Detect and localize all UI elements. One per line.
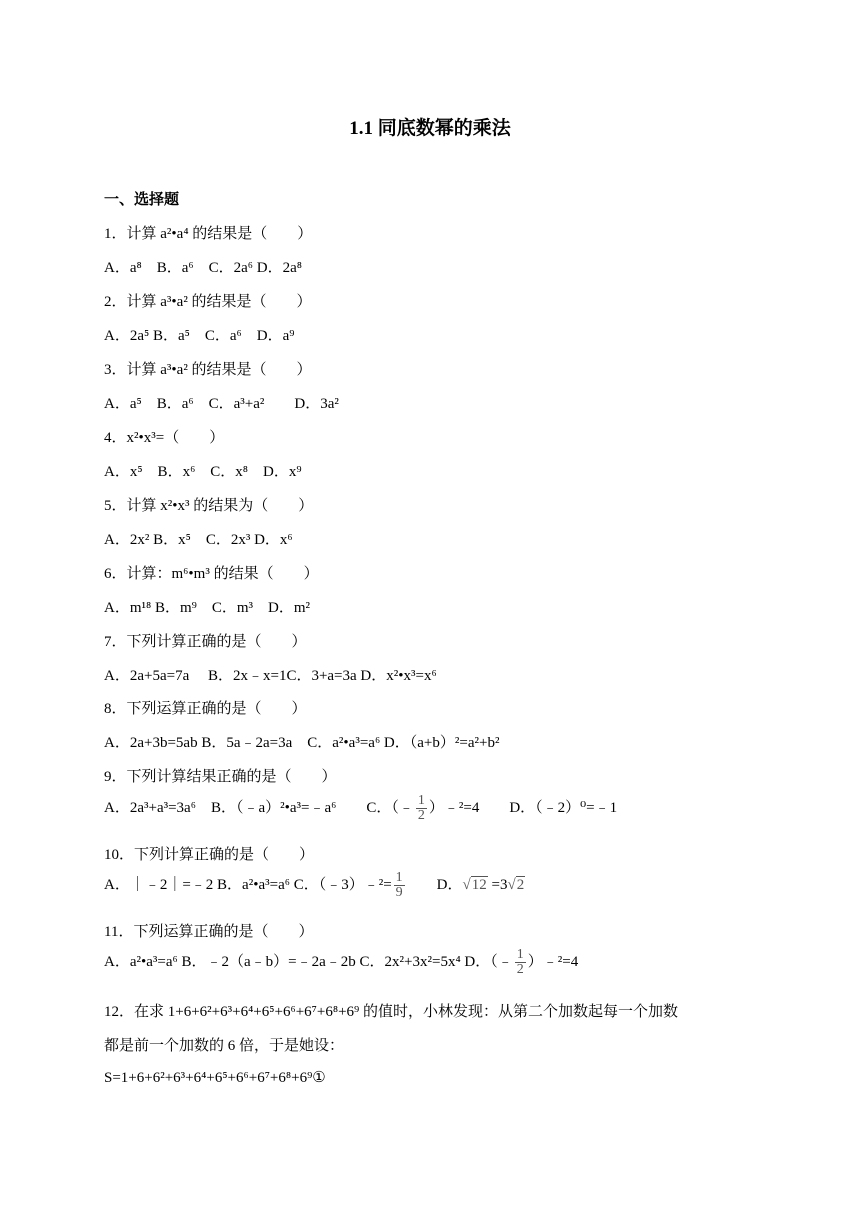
question-1: 1．计算 a²•a⁴ 的结果是（ ） xyxy=(104,226,313,242)
options-11 xyxy=(104,948,578,977)
options-10-text-a: A．｜﹣2｜=﹣2 B．a²•a³=a⁶ C．（﹣3）﹣²= xyxy=(104,876,392,893)
fraction-numerator: 1 xyxy=(395,870,403,885)
options-7: A．2a+5a=7a B．2x﹣x=1C．3+a=3a D．x²•x³=x⁶ xyxy=(104,668,437,684)
fraction-numerator: 1 xyxy=(417,793,425,808)
question-12-line-1: 12．在求 1+6+6²+6³+6⁴+6⁵+6⁶+6⁷+6⁸+6⁹ 的值时，小林发现：从第二个加数起每一个加数 xyxy=(104,1004,679,1020)
question-12-line-3: S=1+6+6²+6³+6⁴+6⁵+6⁶+6⁷+6⁸+6⁹① xyxy=(104,1070,326,1086)
question-5: 5．计算 x²•x³ 的结果为（ ） xyxy=(104,498,314,514)
question-8: 8．下列运算正确的是（ ） xyxy=(104,701,307,717)
options-2: A．2a⁵ B．a⁵ C．a⁶ D．a⁹ xyxy=(104,328,295,344)
radicand-12: 12 xyxy=(471,876,487,893)
options-8: A．2a+3b=5ab B．5a﹣2a=3a C．a²•a³=a⁶ D．（a+b）²=a²+b² xyxy=(104,735,500,751)
fraction-denominator: 9 xyxy=(395,885,403,900)
question-9: 9．下列计算结果正确的是（ ） xyxy=(104,769,337,785)
options-11-text-b: ）﹣²=4 xyxy=(527,953,579,970)
sqrt-12: √12 xyxy=(462,876,487,893)
options-4: A．x⁵ B．x⁶ C．x⁸ D．x⁹ xyxy=(104,464,302,480)
options-10-text-b: D． xyxy=(406,876,463,893)
options-5: A．2x² B．x⁵ C．2x³ D．x⁶ xyxy=(104,532,293,548)
section-heading: 一、选择题 xyxy=(104,192,180,208)
question-4: 4．x²•x³=（ ） xyxy=(104,430,225,446)
question-12-line-2: 都是前一个加数的 6 倍，于是她设： xyxy=(104,1038,345,1054)
question-3: 3．计算 a³•a² 的结果是（ ） xyxy=(104,362,312,378)
fraction-denominator: 2 xyxy=(516,962,524,977)
question-6: 6．计算：m⁶•m³ 的结果（ ） xyxy=(104,566,319,582)
fraction-half xyxy=(515,948,526,977)
question-10: 10．下列计算正确的是（ ） xyxy=(104,847,315,863)
fraction-ninth xyxy=(394,871,405,900)
page-title: 1.1 同底数幂的乘法 xyxy=(349,118,511,139)
question-11: 11．下列运算正确的是（ ） xyxy=(104,924,314,940)
options-9-text-a: A．2a³+a³=3a⁶ B．（﹣a）²•a³=﹣a⁶ C．（﹣ xyxy=(104,799,414,816)
fraction-numerator: 1 xyxy=(516,947,524,962)
options-11-text-a: A．a²•a³=a⁶ B．﹣2（a﹣b）=﹣2a﹣2b C．2x²+3x²=5x⁴ D．（﹣ xyxy=(104,953,513,970)
sqrt-2: √2 xyxy=(507,876,525,893)
radicand-2: 2 xyxy=(516,876,525,893)
question-2: 2．计算 a³•a² 的结果是（ ） xyxy=(104,294,312,310)
options-10 xyxy=(104,871,525,900)
options-9-text-b: ）﹣²=4 D．（﹣2）⁰=﹣1 xyxy=(428,799,618,816)
options-6: A．m¹⁸ B．m⁹ C．m³ D．m² xyxy=(104,600,311,616)
options-10-equals: =3 xyxy=(487,876,508,893)
question-7: 7．下列计算正确的是（ ） xyxy=(104,634,307,650)
fraction-denominator: 2 xyxy=(417,808,425,823)
fraction-half xyxy=(416,794,427,823)
options-9 xyxy=(104,794,617,823)
options-1: A．a⁸ B．a⁶ C．2a⁶ D．2a⁸ xyxy=(104,260,302,276)
options-3: A．a⁵ B．a⁶ C．a³+a² D．3a² xyxy=(104,396,339,412)
